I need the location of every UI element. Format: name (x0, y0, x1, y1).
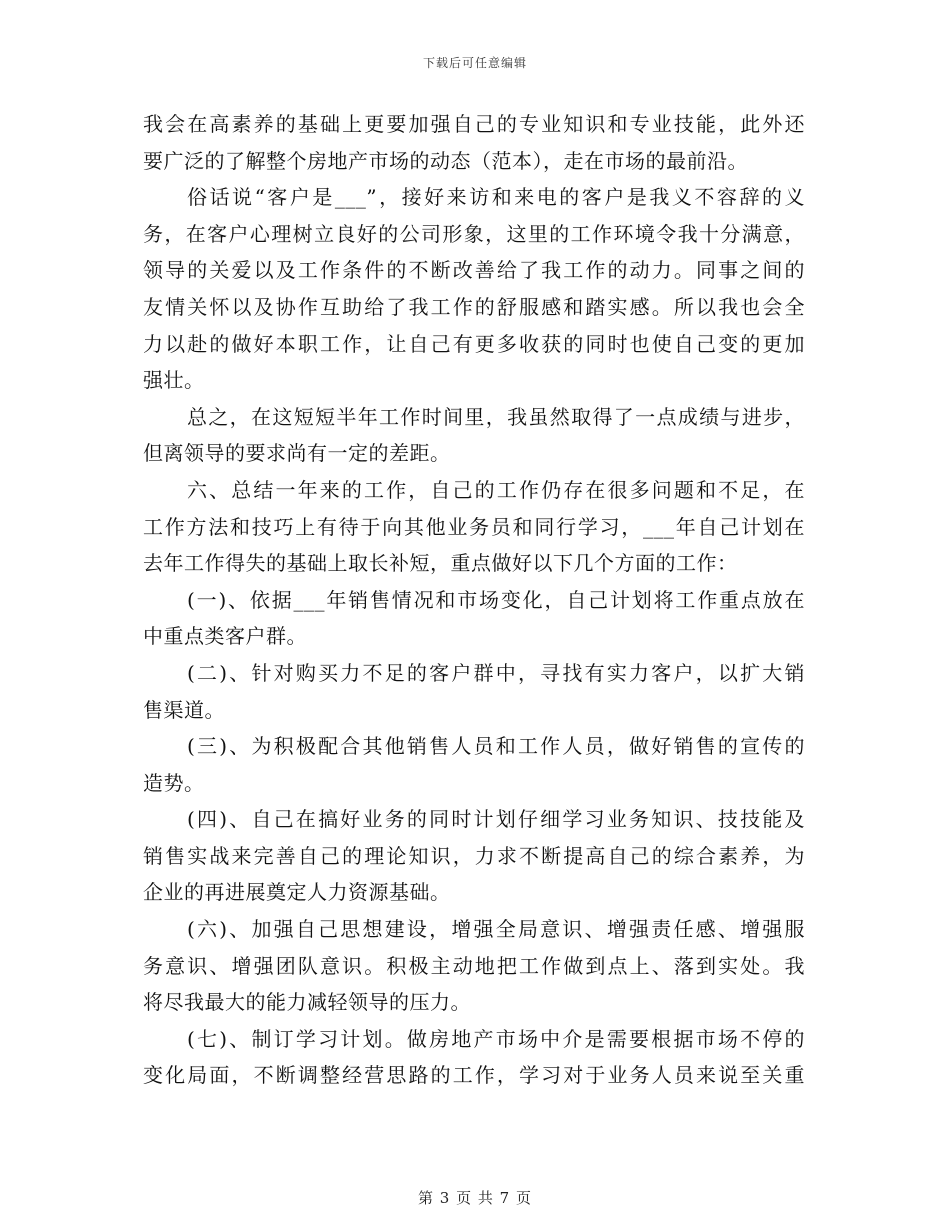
text-line: 工作方法和技巧上有待于向其他业务员和同行学习，___年自己计划在 (143, 514, 805, 539)
text-line: 强壮。 (143, 368, 205, 393)
text-line: (四)、自己在搞好业务的同时计划仔细学习业务知识、技技能及 (187, 807, 805, 832)
text-line: 六、总结一年来的工作，自己的工作仍存在很多问题和不足，在 (187, 477, 805, 502)
text-line: 领导的关爱以及工作条件的不断改善给了我工作的动力。同事之间的 (143, 258, 805, 283)
text-line: 售渠道。 (143, 697, 225, 722)
text-line: (七)、制订学习计划。做房地产市场中介是需要根据市场不停的 (187, 1026, 805, 1051)
page-header: 下载后可任意编辑 (422, 56, 527, 70)
text-line: 要广泛的了解整个房地产市场的动态（范本），走在市场的最前沿。 (143, 148, 748, 173)
text-line: (六)、加强自己思想建设，增强全局意识、增强责任感、增强服 (187, 917, 805, 942)
text-line: 造势。 (143, 770, 205, 795)
document-body (143, 106, 805, 1094)
text-line: 俗话说“客户是___”，接好来访和来电的客户是我义不容辞的义 (187, 185, 805, 210)
text-line: 务意识、增强团队意识。积极主动地把工作做到点上、落到实处。我 (143, 953, 805, 978)
text-line: 务，在客户心理树立良好的公司形象，这里的工作环境令我十分满意， (143, 221, 805, 246)
text-line: 去年工作得失的基础上取长补短，重点做好以下几个方面的工作： (143, 551, 738, 576)
text-line: 力以赴的做好本职工作，让自己有更多收获的同时也使自己变的更加 (143, 331, 805, 356)
text-line: 企业的再进展奠定人力资源基础。 (143, 880, 451, 905)
text-line: (三)、为积极配合其他销售人员和工作人员，做好销售的宣传的 (187, 734, 805, 759)
text-line: 销售实战来完善自己的理论知识，力求不断提高自己的综合素养，为 (143, 843, 805, 868)
text-line: 我会在高素养的基础上更要加强自己的专业知识和专业技能，此外还 (143, 112, 805, 136)
text-line: 将尽我最大的能力减轻领导的压力。 (143, 990, 471, 1015)
text-line: 友情关怀以及协作互助给了我工作的舒服感和踏实感。所以我也会全 (143, 294, 805, 319)
text-line: (二)、针对购买力不足的客户群中，寻找有实力客户，以扩大销 (187, 660, 805, 685)
text-line: 总之，在这短短半年工作时间里，我虽然取得了一点成绩与进步， (187, 404, 805, 429)
page-number-footer: 第 3 页 共 7 页 (418, 1189, 532, 1207)
text-line: (一)、依据___年销售情况和市场变化，自己计划将工作重点放在 (187, 587, 805, 612)
text-line: 中重点类客户群。 (143, 624, 307, 649)
text-line: 变化局面，不断调整经营思路的工作，学习对于业务人员来说至关重 (143, 1063, 805, 1088)
text-line: 但离领导的要求尚有一定的差距。 (143, 441, 451, 466)
